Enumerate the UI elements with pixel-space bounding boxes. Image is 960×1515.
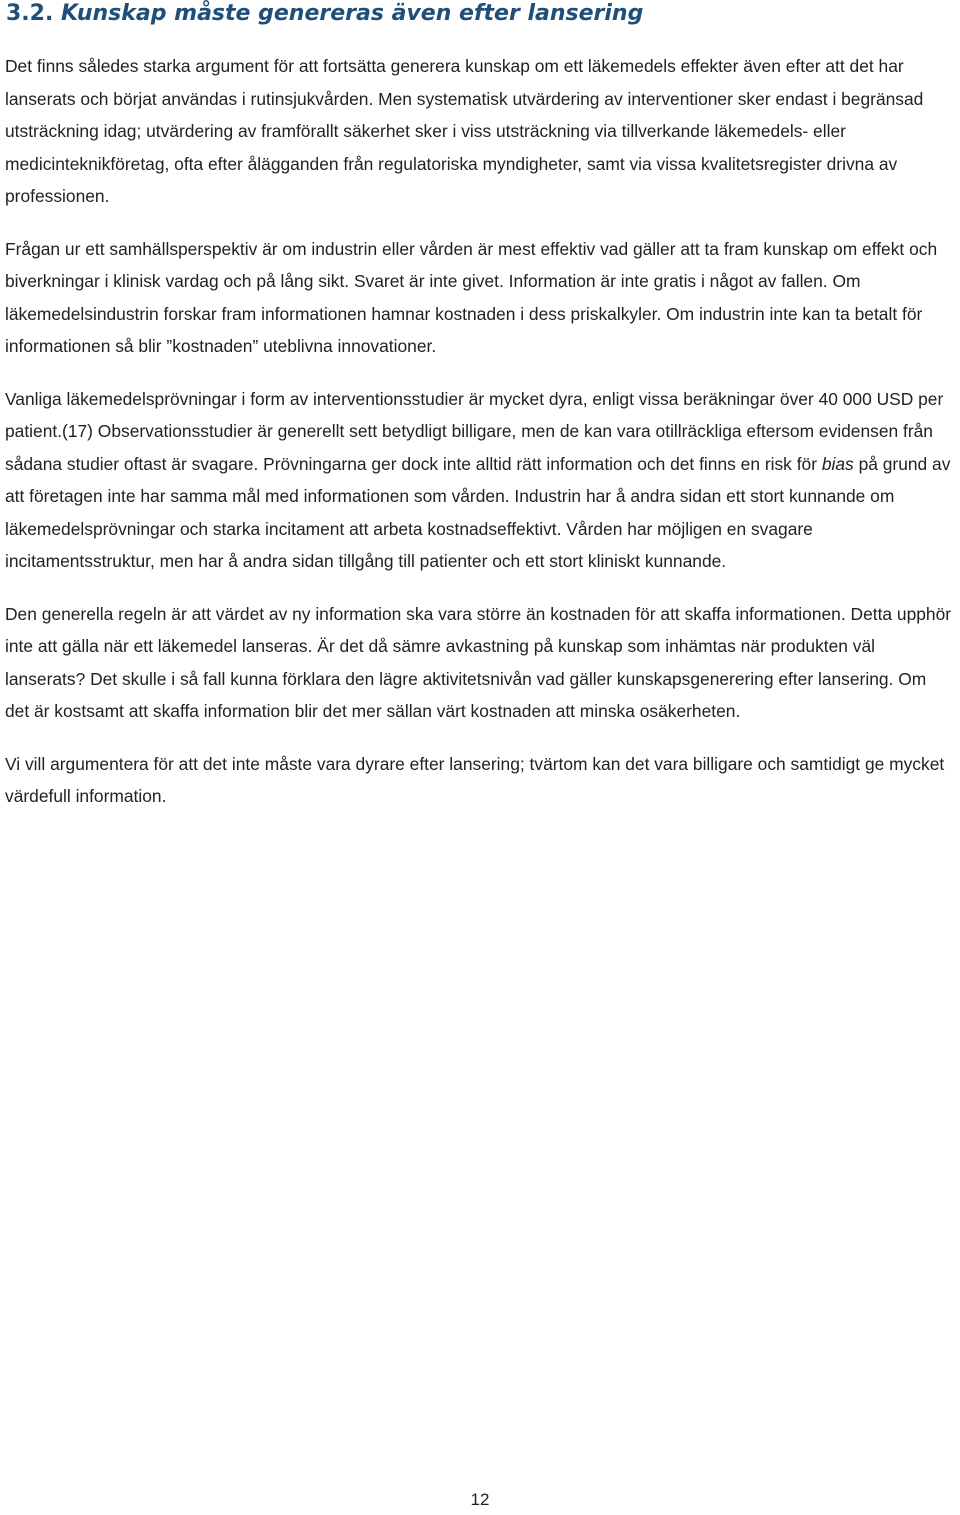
paragraph-5: Vi vill argumentera för att det inte måste vara dyrare efter lansering; tvärtom kan det vara billigare och samtidigt ge mycket värdefull information. — [5, 753, 945, 806]
body-text — [5, 50, 955, 833]
section-title: Kunskap måste genereras även efter lansering — [61, 1, 644, 26]
paragraph-2: Frågan ur ett samhällsperspektiv är om industrin eller vården är mest effektiv vad gäller att ta fram kunskap om effekt och biverkningar i klinisk vardag och på lång sikt. Svaret är inte givet. Information är inte gratis i något av fallen. Om läkemedelsindustrin forskar fram informationen hamnar kostnaden i dess priskalkyler. Om industrin inte kan ta betalt för informationen så blir ”kostnaden” uteblivna innovationer. — [5, 238, 938, 356]
paragraph-3-text-start: Vanliga läkemedelsprövningar i form av interventionsstudier är mycket dyra, enligt vissa beräkningar över 40 000 USD per patient.(17) Observationsstudier är generellt sett betydligt billigare, men de kan vara otillräckliga eftersom evidensen från sådana studier oftast är svagare. Prövningarna ger dock inte alltid rätt information och det finns en risk för — [5, 388, 944, 474]
paragraph-4: Den generella regeln är att värdet av ny information ska vara större än kostnaden för att skaffa informationen. Detta upphör inte att gälla när ett läkemedel lanseras. Är det då sämre avkastning på kunskap som inhämtas när produkten väl lanserats? Det skulle i så fall kunna förklara den lägre aktivitetsnivån vad gäller kunskapsgenerering efter lansering. Om det är kostsamt att skaffa information blir det mer sällan värt kostnaden att minska osäkerheten. — [5, 603, 952, 721]
section-number: 3.2. — [6, 1, 54, 26]
paragraph-1: Det finns således starka argument för att fortsätta generera kunskap om ett läkemedels effekter även efter att det har lanserats och börjat användas i rutinsjukvården. Men systematisk utvärdering av interventioner sker endast i begränsad utsträckning idag; utvärdering av framförallt säkerhet sker i viss utsträckning via tillverkande läkemedels- eller medicinteknikföretag, ofta efter ålägganden från regulatoriska myndigheter, samt via vissa kvalitetsregister drivna av professionen. — [5, 56, 924, 206]
section-heading — [6, 0, 643, 28]
page-number: 12 — [470, 1490, 490, 1509]
paragraph-3-text-end: på grund av att företagen inte har samma mål med informationen som vården. Industrin har å andra sidan ett stort kunnande om läkemedelsprövningar och starka incitament att arbeta kostnadseffektivt. Vården har möjligen en svagare incitamentsstruktur, men har å andra sidan tillgång till patienter och ett stort kliniskt kunnande. — [5, 453, 951, 571]
paragraph-3-italic-term: bias — [821, 453, 854, 474]
paragraph-3 — [5, 383, 955, 578]
